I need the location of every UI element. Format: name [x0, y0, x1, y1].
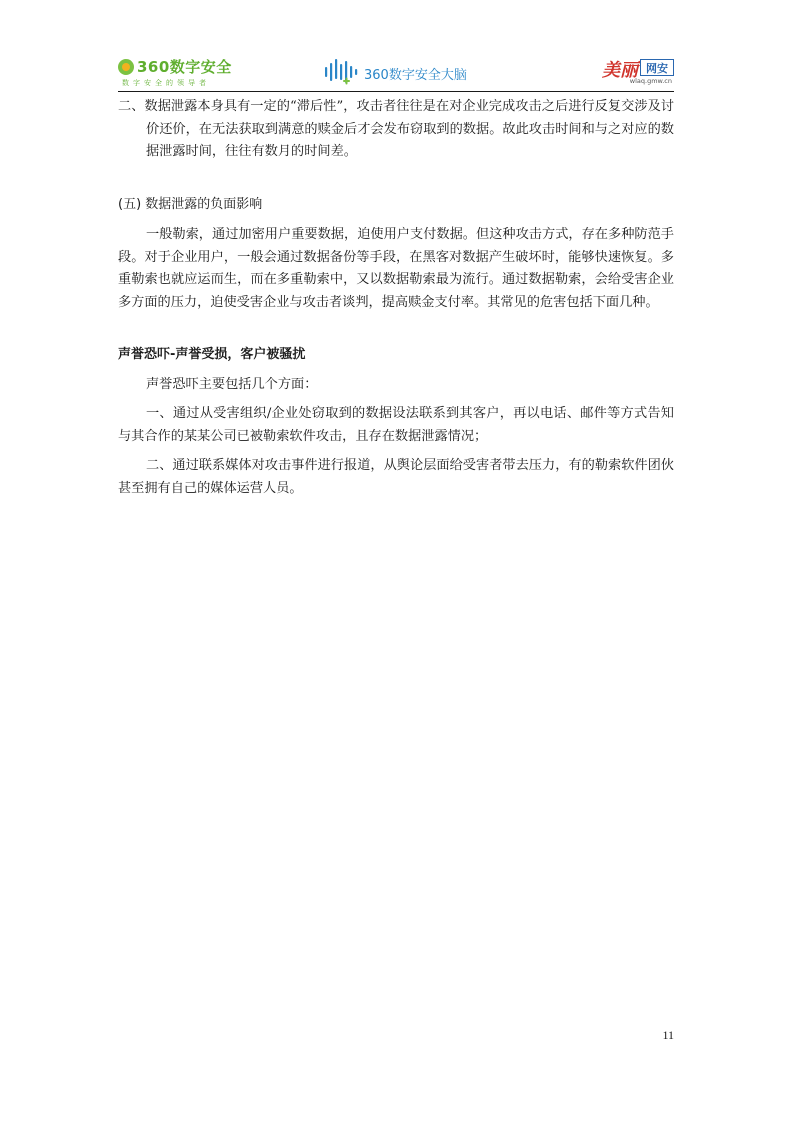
wangan-script-text: 美丽 [602, 60, 638, 81]
sound-wave-icon [324, 58, 360, 86]
brain-logo-text: 360数字安全大脑 [364, 68, 467, 83]
360-logo-icon [118, 59, 134, 75]
page-header [118, 56, 674, 90]
page-number: 11 [662, 1028, 674, 1042]
subsection-heading: 声誉恐吓-声誉受损，客户被骚扰 [118, 347, 306, 362]
logo-brand-text: 360数字安全 [137, 58, 232, 76]
360-digital-security-logo [118, 56, 248, 90]
header-divider [118, 91, 674, 92]
point-one: 一、通过从受害组织/企业处窃取到的数据设法联系到其客户，再以电话、邮件等方式告知与其合作的某某公司已被勒索软件攻击，且存在数据泄露情况； [118, 406, 674, 444]
list-item-two: 二、数据泄露本身具有一定的“滞后性”，攻击者往往是在对企业完成攻击之后进行反复交涉及讨价还价，在无法获取到满意的赎金后才会发布窃取到的数据。故此攻击时间和与之对应的数据泄露时间，往往有数月的时间差。 [118, 99, 674, 159]
wangan-box-text: 网安 [640, 59, 674, 76]
section-heading: (五) 数据泄露的负面影响 [118, 196, 263, 212]
logo-slogan-text: 数字安全的领导者 [122, 79, 210, 87]
wangan-domain-text: wlaq.gmw.cn [629, 77, 672, 85]
intro-line: 声誉恐吓主要包括几个方面： [146, 376, 318, 392]
section-paragraph: 一般勒索，通过加密用户重要数据，迫使用户支付数据。但这种攻击方式，存在多种防范手段。对于企业用户，一般会通过数据备份等手段，在黑客对数据产生破坏时，能够快速恢复。多重勒索也就应运而生，而在多重勒索中，又以数据勒索最为流行。通过数据勒索，会给受害企业多方面的压力，迫使受害企业与攻击者谈判，提高赎金支付率。其常见的危害包括下面几种。 [118, 227, 674, 310]
point-two: 二、通过联系媒体对攻击事件进行报道，从舆论层面给受害者带去压力，有的勒索软件团伙甚至拥有自己的媒体运营人员。 [118, 458, 674, 496]
document-body [118, 96, 674, 500]
wangan-logo [602, 56, 674, 88]
